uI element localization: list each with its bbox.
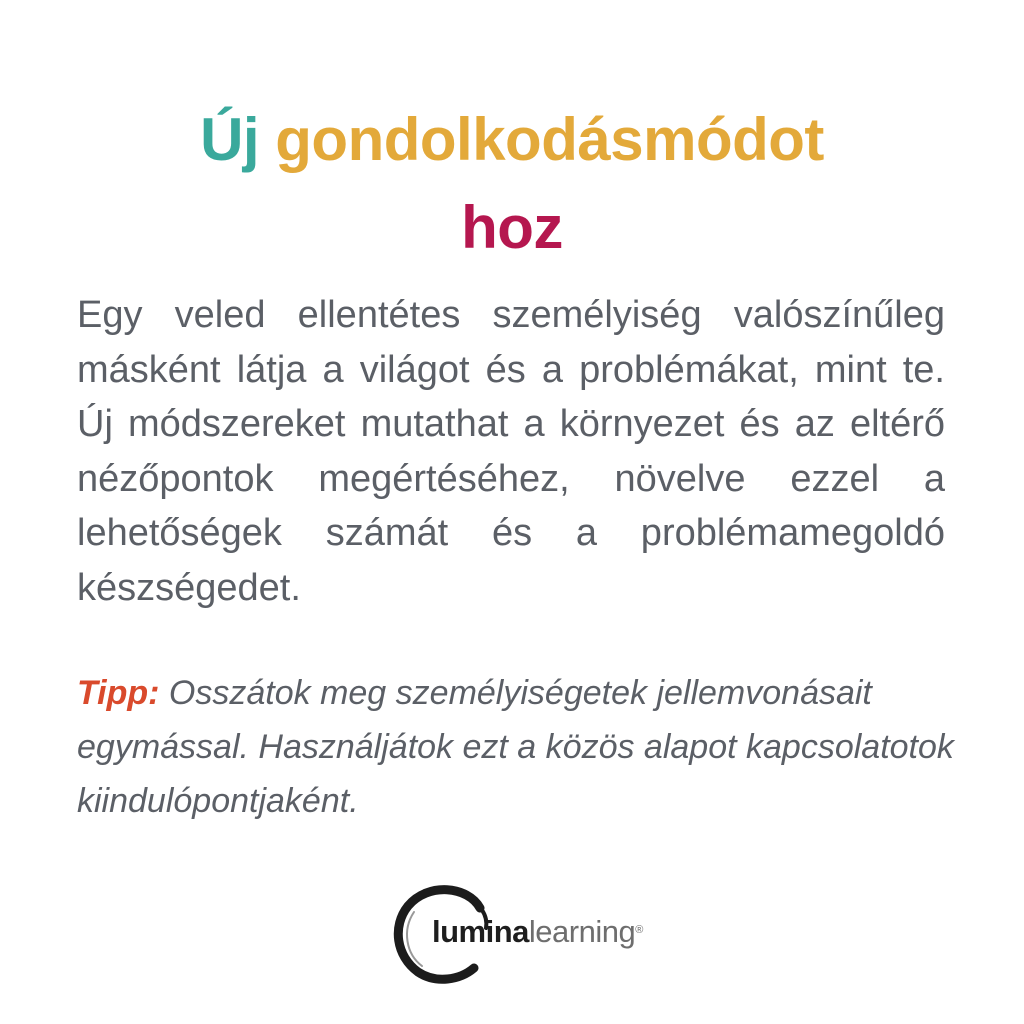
tip-text: Osszátok meg személyiségetek jellemvonásait egymással. Használjátok ezt a közös alapot kapcsolatotok kiindulópontjaként. — [77, 674, 954, 820]
logo-word-learning: learning — [528, 914, 636, 949]
tip-paragraph — [77, 666, 977, 828]
registered-mark: ® — [635, 924, 643, 936]
title-line-1 — [0, 106, 1024, 173]
lumina-learning-logo — [388, 876, 643, 986]
title-word-mindset: gondolkodásmódot — [275, 106, 824, 173]
logo-wordmark — [432, 912, 643, 952]
logo-word-lumina: lumina — [432, 914, 529, 949]
title-line-2: hoz — [461, 194, 563, 261]
title-word-new: Új — [200, 106, 260, 173]
tip-label: Tipp: — [77, 674, 160, 712]
body-paragraph: Egy veled ellentétes személyiség valószínűleg másként látja a világot és a problémákat, mint te. Új módszereket mutathat a környezet és az eltérő nézőpontok megértéséhez, növelve ezzel a lehetőségek számát és a problémamegoldó készségedet. — [77, 294, 945, 609]
